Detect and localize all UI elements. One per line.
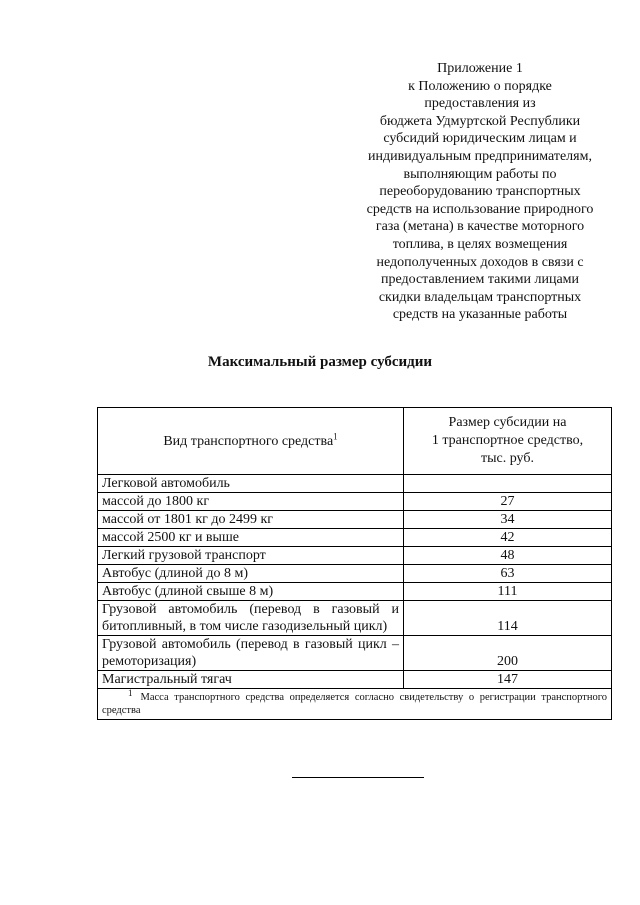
row-name: Грузовой автомобиль (перевод в газовый и битопливный, в том числе газодизельный цикл): [98, 601, 404, 636]
horizontal-rule: [292, 777, 424, 778]
table-row: [98, 583, 612, 601]
appendix-line: субсидий юридическим лицам и: [383, 131, 577, 147]
row-value: 27: [404, 493, 612, 511]
row-value: 147: [404, 671, 612, 689]
appendix-line: бюджета Удмуртской Республики: [379, 113, 581, 129]
row-name: Легковой автомобиль: [98, 475, 404, 493]
row-value: 111: [404, 583, 612, 601]
row-value: 34: [404, 511, 612, 529]
table-row: [98, 636, 612, 671]
row-value: 48: [404, 547, 612, 565]
footnote-text: Масса транспортного средства определяется согласно свидетельству о регистрации транспортного средства: [102, 692, 607, 716]
header-vehicle-type: Вид транспортного средства$^1$: [98, 408, 404, 475]
table-row: [98, 547, 612, 565]
row-value: 63: [404, 565, 612, 583]
row-name: Магистральный тягач: [98, 671, 404, 689]
table-header-row: [98, 408, 612, 475]
appendix-line: топлива, в целях возмещения: [392, 236, 568, 252]
appendix-line: выполняющим работы по: [403, 166, 557, 182]
appendix-line: газа (метана) в качестве моторного: [375, 219, 585, 235]
appendix-line: средств на использование природного: [366, 201, 594, 217]
row-name: Легкий грузовой транспорт: [98, 547, 404, 565]
page-title: Максимальный размер субсидии: [207, 354, 433, 370]
row-name: Автобус (длиной до 8 м): [98, 565, 404, 583]
appendix-line: средств на указанные работы: [392, 307, 568, 323]
appendix-line: предоставлением такими лицами: [380, 272, 580, 288]
footnote-ref: 1: [333, 430, 338, 441]
appendix-line: недополученных доходов в связи с: [376, 254, 584, 270]
footnote: [98, 689, 612, 720]
table-row: [98, 511, 612, 529]
appendix-line: индивидуальным предпринимателям,: [368, 148, 592, 164]
appendix-line: переоборудованию транспортных: [379, 184, 581, 200]
table-row: [98, 565, 612, 583]
appendix-line: к Положению о порядке: [408, 78, 552, 94]
row-value: 42: [404, 529, 612, 547]
row-name: массой 2500 кг и выше: [98, 529, 404, 547]
row-value: [404, 475, 612, 493]
row-name: массой до 1800 кг: [98, 493, 404, 511]
table-row: [98, 529, 612, 547]
row-name: Автобус (длиной свыше 8 м): [98, 583, 404, 601]
header-subsidy-amount: Размер субсидии на 1 транспортное средство, тыс. руб.: [404, 408, 612, 475]
appendix-line: Приложение 1: [437, 61, 523, 76]
table-row: [98, 601, 612, 636]
appendix-header: [355, 60, 605, 324]
footnote-row: [98, 689, 612, 720]
table-row: [98, 671, 612, 689]
row-value: 200: [404, 636, 612, 671]
appendix-line: предоставления из: [424, 96, 536, 112]
footnote-mark: 1: [128, 687, 133, 698]
table-row: [98, 493, 612, 511]
row-name: массой от 1801 кг до 2499 кг: [98, 511, 404, 529]
row-value: 114: [404, 601, 612, 636]
row-name: Грузовой автомобиль (перевод в газовый цикл – ремоторизация): [98, 636, 404, 671]
table-row: [98, 475, 612, 493]
subsidy-table: [97, 407, 612, 720]
appendix-line: скидки владельцам транспортных: [378, 289, 582, 305]
